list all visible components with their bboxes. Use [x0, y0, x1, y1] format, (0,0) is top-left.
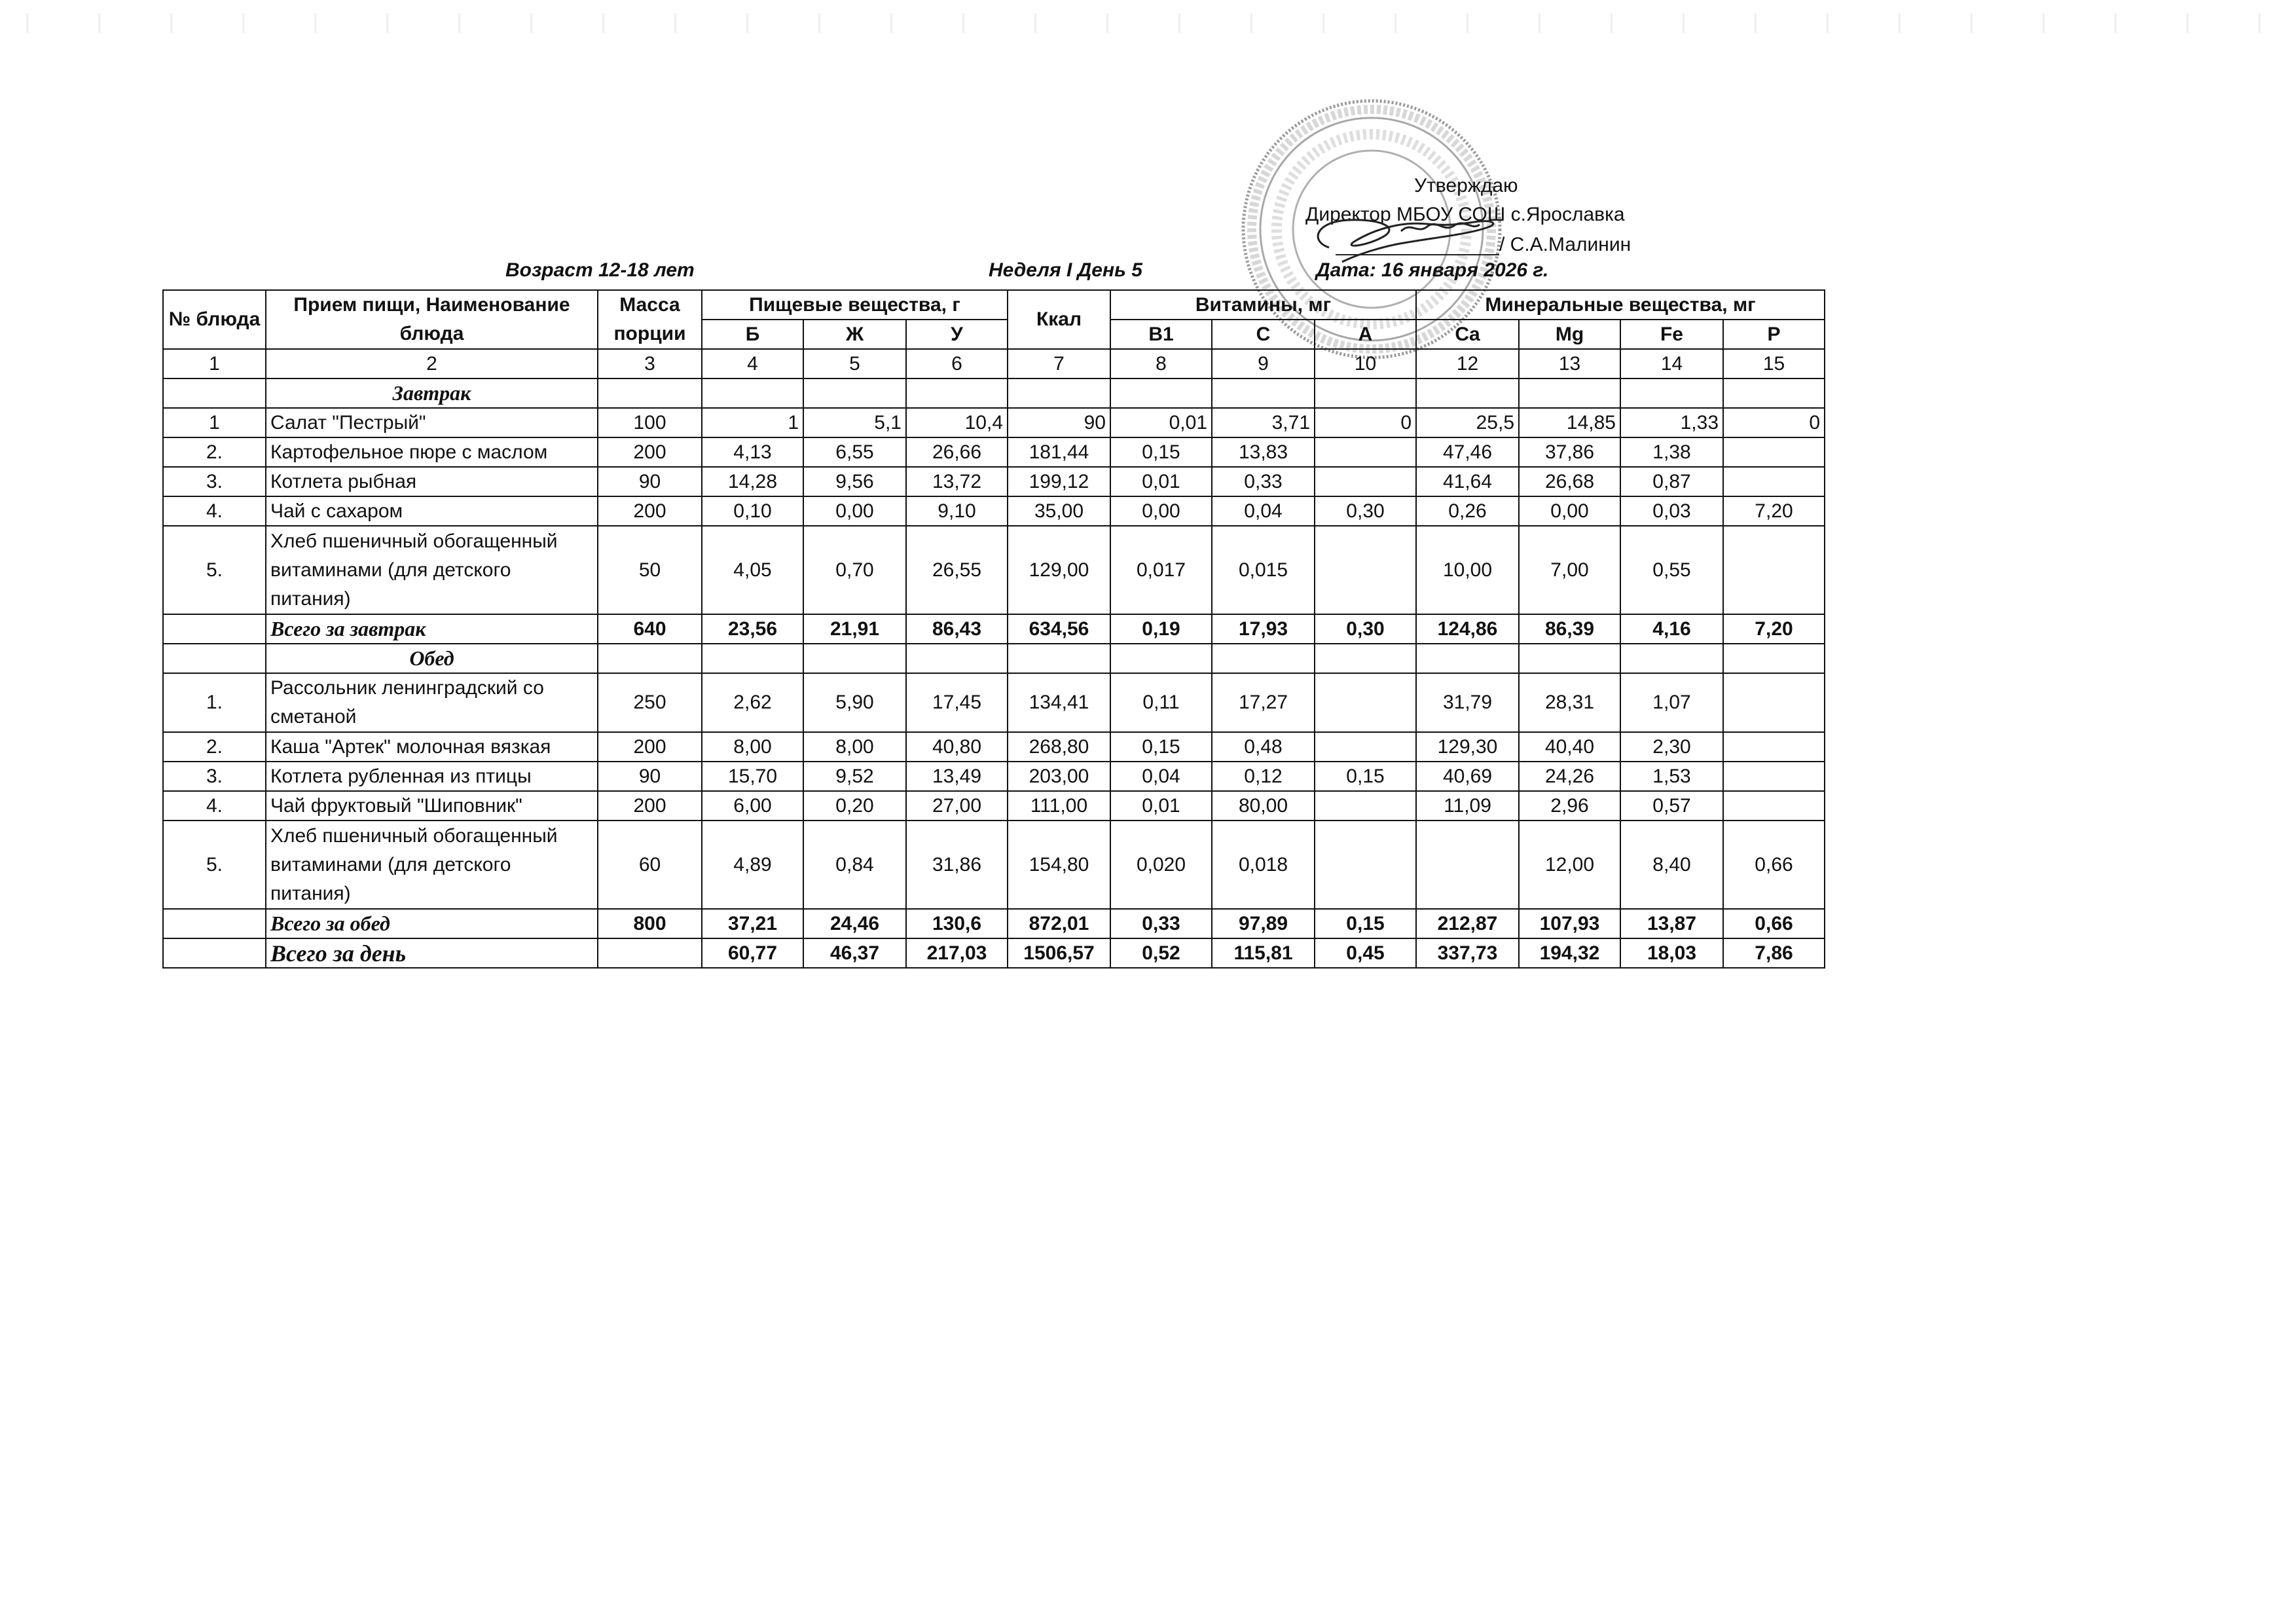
cell-col-6: 9,10 [906, 496, 1008, 526]
cell-col-2: Картофельное пюре с маслом [266, 437, 598, 467]
cell-col-12: 26,68 [1519, 467, 1620, 496]
cell-col-6: 10,4 [906, 408, 1008, 437]
cell-col-14 [1723, 732, 1825, 762]
cell-col-1 [163, 938, 266, 968]
column-number: 4 [702, 349, 803, 378]
table-row [163, 496, 1825, 526]
cell-col-11 [1416, 821, 1519, 909]
header-zh: Ж [803, 320, 906, 349]
cell-col-12: 107,93 [1519, 909, 1620, 938]
cell-col-10: 0,30 [1315, 614, 1416, 644]
cell-col-5: 46,37 [803, 938, 906, 968]
cell-col-6: 26,55 [906, 526, 1008, 614]
cell-col-11: 31,79 [1416, 673, 1519, 732]
cell-empty [163, 378, 266, 408]
cell-col-2: Чай с сахаром [266, 496, 598, 526]
cell-col-5: 6,55 [803, 437, 906, 467]
cell-col-14 [1723, 437, 1825, 467]
cell-col-12: 2,96 [1519, 791, 1620, 821]
menu-table [162, 289, 1825, 969]
cell-empty [1416, 644, 1519, 673]
cell-empty [1008, 644, 1110, 673]
cell-col-12: 37,86 [1519, 437, 1620, 467]
cell-col-13: 4,16 [1620, 614, 1723, 644]
cell-col-14 [1723, 791, 1825, 821]
total-row-day [163, 938, 1825, 968]
cell-col-10: 0,15 [1315, 762, 1416, 791]
cell-col-8: 0,19 [1110, 614, 1212, 644]
header-nutrients: Пищевые вещества, г [702, 290, 1008, 320]
cell-col-6: 26,66 [906, 437, 1008, 467]
cell-col-7: 268,80 [1008, 732, 1110, 762]
header-dish-no: № блюда [163, 290, 266, 349]
cell-col-7: 90 [1008, 408, 1110, 437]
cell-col-8: 0,01 [1110, 408, 1212, 437]
cell-col-4: 6,00 [702, 791, 803, 821]
cell-col-11: 10,00 [1416, 526, 1519, 614]
cell-col-2: Хлеб пшеничный обогащенный витаминами (для детского питания) [266, 526, 598, 614]
cell-empty [1620, 378, 1723, 408]
cell-col-6: 40,80 [906, 732, 1008, 762]
cell-col-9: 17,93 [1212, 614, 1315, 644]
menu-date: Дата: 16 января 2026 г. [1316, 259, 1549, 281]
column-number: 7 [1008, 349, 1110, 378]
cell-col-11: 40,69 [1416, 762, 1519, 791]
table-row [163, 437, 1825, 467]
cell-col-10: 0,30 [1315, 496, 1416, 526]
cell-col-4: 4,89 [702, 821, 803, 909]
cell-col-9: 0,015 [1212, 526, 1315, 614]
header-minerals: Минеральные вещества, мг [1416, 290, 1825, 320]
column-number: 1 [163, 349, 266, 378]
cell-col-8: 0,11 [1110, 673, 1212, 732]
cell-col-4: 1 [702, 408, 803, 437]
cell-empty [1416, 378, 1519, 408]
cell-col-1: 3. [163, 467, 266, 496]
column-number: 5 [803, 349, 906, 378]
cell-empty [598, 378, 702, 408]
cell-empty [906, 378, 1008, 408]
cell-col-12: 86,39 [1519, 614, 1620, 644]
header-b: Б [702, 320, 803, 349]
header-u: У [906, 320, 1008, 349]
cell-col-3: 200 [598, 791, 702, 821]
cell-col-1: 2. [163, 732, 266, 762]
cell-empty [1212, 644, 1315, 673]
cell-col-6: 17,45 [906, 673, 1008, 732]
cell-col-11: 0,26 [1416, 496, 1519, 526]
cell-col-9: 13,83 [1212, 437, 1315, 467]
header-b1: В1 [1110, 320, 1212, 349]
cell-empty [1723, 644, 1825, 673]
cell-col-3: 60 [598, 821, 702, 909]
cell-empty [598, 644, 702, 673]
week-day: Неделя I День 5 [989, 259, 1142, 281]
cell-col-10: 0,45 [1315, 938, 1416, 968]
cell-col-2: Всего за день [266, 938, 598, 968]
approval-title: Утверждаю [1414, 175, 1518, 196]
cell-col-3: 640 [598, 614, 702, 644]
cell-col-2: Каша "Артек" молочная вязкая [266, 732, 598, 762]
cell-col-3: 200 [598, 437, 702, 467]
cell-col-12: 0,00 [1519, 496, 1620, 526]
cell-col-3: 100 [598, 408, 702, 437]
cell-col-5: 0,20 [803, 791, 906, 821]
cell-col-4: 8,00 [702, 732, 803, 762]
cell-col-6: 86,43 [906, 614, 1008, 644]
total-row-breakfast [163, 614, 1825, 644]
approval-position: Директор МБОУ СОШ с.Ярославка [1305, 204, 1625, 225]
table-row [163, 526, 1825, 614]
cell-col-4: 15,70 [702, 762, 803, 791]
cell-col-12: 40,40 [1519, 732, 1620, 762]
column-numbers-row [163, 349, 1825, 378]
cell-col-5: 5,1 [803, 408, 906, 437]
cell-col-7: 111,00 [1008, 791, 1110, 821]
cell-col-14 [1723, 467, 1825, 496]
cell-col-14: 0 [1723, 408, 1825, 437]
cell-col-3 [598, 938, 702, 968]
section-title: Завтрак [266, 378, 598, 408]
cell-col-9: 80,00 [1212, 791, 1315, 821]
table-row [163, 408, 1825, 437]
column-number: 13 [1519, 349, 1620, 378]
cell-col-1: 3. [163, 762, 266, 791]
cell-col-9: 0,33 [1212, 467, 1315, 496]
cell-empty [1008, 378, 1110, 408]
cell-col-5: 0,84 [803, 821, 906, 909]
cell-empty [1620, 644, 1723, 673]
cell-col-3: 200 [598, 496, 702, 526]
cell-col-7: 181,44 [1008, 437, 1110, 467]
table-row [163, 467, 1825, 496]
cell-col-14 [1723, 526, 1825, 614]
cell-col-12: 7,00 [1519, 526, 1620, 614]
section-row-breakfast [163, 378, 1825, 408]
cell-col-6: 13,49 [906, 762, 1008, 791]
cell-col-7: 203,00 [1008, 762, 1110, 791]
cell-col-13: 1,38 [1620, 437, 1723, 467]
cell-col-11: 337,73 [1416, 938, 1519, 968]
cell-col-3: 800 [598, 909, 702, 938]
cell-col-6: 130,6 [906, 909, 1008, 938]
cell-col-6: 217,03 [906, 938, 1008, 968]
cell-empty [1315, 644, 1416, 673]
cell-empty [906, 644, 1008, 673]
cell-col-5: 9,56 [803, 467, 906, 496]
cell-col-3: 200 [598, 732, 702, 762]
cell-col-4: 2,62 [702, 673, 803, 732]
cell-empty [803, 644, 906, 673]
cell-col-4: 4,13 [702, 437, 803, 467]
cell-col-8: 0,15 [1110, 437, 1212, 467]
cell-col-13: 1,33 [1620, 408, 1723, 437]
cell-col-2: Всего за обед [266, 909, 598, 938]
cell-col-13: 18,03 [1620, 938, 1723, 968]
approval-name: / С.А.Малинин [1499, 234, 1631, 255]
cell-col-3: 90 [598, 467, 702, 496]
cell-col-9: 97,89 [1212, 909, 1315, 938]
cell-empty [1315, 378, 1416, 408]
cell-col-9: 0,12 [1212, 762, 1315, 791]
cell-col-10 [1315, 437, 1416, 467]
cell-col-7: 154,80 [1008, 821, 1110, 909]
cell-col-12: 194,32 [1519, 938, 1620, 968]
cell-col-10 [1315, 821, 1416, 909]
cell-col-11: 124,86 [1416, 614, 1519, 644]
cell-col-5: 9,52 [803, 762, 906, 791]
column-number: 2 [266, 349, 598, 378]
cell-col-13: 0,87 [1620, 467, 1723, 496]
header-ca: Ca [1416, 320, 1519, 349]
cell-empty [702, 644, 803, 673]
cell-col-3: 90 [598, 762, 702, 791]
column-number: 6 [906, 349, 1008, 378]
header-c: С [1212, 320, 1315, 349]
header-portion: Масса порции [598, 290, 702, 349]
cell-col-11: 47,46 [1416, 437, 1519, 467]
cell-col-12: 12,00 [1519, 821, 1620, 909]
header-mg: Mg [1519, 320, 1620, 349]
cell-col-2: Всего за завтрак [266, 614, 598, 644]
cell-empty [1519, 378, 1620, 408]
header-meal-name: Прием пищи, Наименование блюда [266, 290, 598, 349]
cell-empty [803, 378, 906, 408]
cell-col-9: 115,81 [1212, 938, 1315, 968]
total-row-lunch [163, 909, 1825, 938]
cell-col-7: 872,01 [1008, 909, 1110, 938]
header-p: P [1723, 320, 1825, 349]
cell-col-14 [1723, 673, 1825, 732]
cell-col-14: 0,66 [1723, 909, 1825, 938]
cell-col-7: 199,12 [1008, 467, 1110, 496]
cell-col-10 [1315, 467, 1416, 496]
cell-col-2: Чай фруктовый "Шиповник" [266, 791, 598, 821]
cell-col-2: Котлета рыбная [266, 467, 598, 496]
cell-col-7: 129,00 [1008, 526, 1110, 614]
column-number: 10 [1315, 349, 1416, 378]
cell-col-9: 0,48 [1212, 732, 1315, 762]
header-a: А [1315, 320, 1416, 349]
cell-col-3: 250 [598, 673, 702, 732]
cell-col-11: 129,30 [1416, 732, 1519, 762]
cell-empty [163, 644, 266, 673]
cell-col-8: 0,33 [1110, 909, 1212, 938]
cell-col-13: 0,57 [1620, 791, 1723, 821]
cell-col-1: 4. [163, 791, 266, 821]
cell-col-12: 14,85 [1519, 408, 1620, 437]
cell-col-14: 7,86 [1723, 938, 1825, 968]
table-row [163, 673, 1825, 732]
column-number: 8 [1110, 349, 1212, 378]
cell-col-5: 21,91 [803, 614, 906, 644]
table-row [163, 821, 1825, 909]
cell-col-5: 8,00 [803, 732, 906, 762]
cell-col-9: 0,04 [1212, 496, 1315, 526]
table-row [163, 791, 1825, 821]
cell-col-1: 1 [163, 408, 266, 437]
cell-col-13: 1,53 [1620, 762, 1723, 791]
cell-col-7: 35,00 [1008, 496, 1110, 526]
cell-col-2: Салат "Пестрый" [266, 408, 598, 437]
cell-col-12: 24,26 [1519, 762, 1620, 791]
cell-col-4: 37,21 [702, 909, 803, 938]
cell-col-5: 0,70 [803, 526, 906, 614]
header-kcal: Ккал [1008, 290, 1110, 349]
cell-col-1: 1. [163, 673, 266, 732]
cell-col-1 [163, 614, 266, 644]
cell-col-1: 5. [163, 821, 266, 909]
cell-col-14: 7,20 [1723, 614, 1825, 644]
column-number: 15 [1723, 349, 1825, 378]
cell-col-9: 3,71 [1212, 408, 1315, 437]
cell-col-13: 0,03 [1620, 496, 1723, 526]
table-row [163, 732, 1825, 762]
cell-col-10 [1315, 526, 1416, 614]
cell-col-13: 2,30 [1620, 732, 1723, 762]
age-group: Возраст 12-18 лет [505, 259, 695, 281]
cell-col-5: 5,90 [803, 673, 906, 732]
cell-col-14: 0,66 [1723, 821, 1825, 909]
cell-col-2: Котлета рубленная из птицы [266, 762, 598, 791]
cell-col-4: 14,28 [702, 467, 803, 496]
cell-empty [1110, 378, 1212, 408]
cell-col-2: Хлеб пшеничный обогащенный витаминами (для детского питания) [266, 821, 598, 909]
cell-col-8: 0,01 [1110, 791, 1212, 821]
cell-col-1: 4. [163, 496, 266, 526]
cell-col-4: 4,05 [702, 526, 803, 614]
cell-col-7: 134,41 [1008, 673, 1110, 732]
cell-col-8: 0,52 [1110, 938, 1212, 968]
column-number: 3 [598, 349, 702, 378]
cell-col-13: 13,87 [1620, 909, 1723, 938]
cell-col-8: 0,017 [1110, 526, 1212, 614]
cell-empty [702, 378, 803, 408]
cell-col-8: 0,01 [1110, 467, 1212, 496]
cell-col-13: 1,07 [1620, 673, 1723, 732]
cell-col-11: 212,87 [1416, 909, 1519, 938]
header-fe: Fe [1620, 320, 1723, 349]
cell-col-11: 41,64 [1416, 467, 1519, 496]
section-row-lunch [163, 644, 1825, 673]
column-number: 9 [1212, 349, 1315, 378]
table-row [163, 762, 1825, 791]
cell-col-8: 0,15 [1110, 732, 1212, 762]
cell-col-13: 8,40 [1620, 821, 1723, 909]
cell-col-6: 27,00 [906, 791, 1008, 821]
header-vitamins: Витамины, мг [1110, 290, 1416, 320]
cell-col-8: 0,00 [1110, 496, 1212, 526]
cell-col-10 [1315, 673, 1416, 732]
cell-col-3: 50 [598, 526, 702, 614]
cell-empty [1519, 644, 1620, 673]
cell-col-9: 17,27 [1212, 673, 1315, 732]
cell-col-6: 31,86 [906, 821, 1008, 909]
cell-col-14 [1723, 762, 1825, 791]
cell-col-10: 0 [1315, 408, 1416, 437]
cell-col-4: 0,10 [702, 496, 803, 526]
column-number: 12 [1416, 349, 1519, 378]
cell-col-8: 0,04 [1110, 762, 1212, 791]
cell-col-1 [163, 909, 266, 938]
section-title: Обед [266, 644, 598, 673]
cell-empty [1723, 378, 1825, 408]
column-number: 14 [1620, 349, 1723, 378]
cell-col-7: 634,56 [1008, 614, 1110, 644]
cell-col-11: 25,5 [1416, 408, 1519, 437]
cell-col-4: 23,56 [702, 614, 803, 644]
cell-col-10 [1315, 791, 1416, 821]
scan-noise [0, 13, 2296, 33]
cell-col-2: Рассольник ленинградский со сметаной [266, 673, 598, 732]
cell-col-10 [1315, 732, 1416, 762]
cell-col-6: 13,72 [906, 467, 1008, 496]
cell-col-7: 1506,57 [1008, 938, 1110, 968]
cell-col-10: 0,15 [1315, 909, 1416, 938]
cell-col-13: 0,55 [1620, 526, 1723, 614]
cell-col-11: 11,09 [1416, 791, 1519, 821]
cell-col-8: 0,020 [1110, 821, 1212, 909]
cell-empty [1110, 644, 1212, 673]
cell-col-14: 7,20 [1723, 496, 1825, 526]
cell-col-1: 5. [163, 526, 266, 614]
cell-col-9: 0,018 [1212, 821, 1315, 909]
cell-col-5: 0,00 [803, 496, 906, 526]
cell-col-5: 24,46 [803, 909, 906, 938]
cell-col-12: 28,31 [1519, 673, 1620, 732]
cell-col-4: 60,77 [702, 938, 803, 968]
cell-empty [1212, 378, 1315, 408]
cell-col-1: 2. [163, 437, 266, 467]
